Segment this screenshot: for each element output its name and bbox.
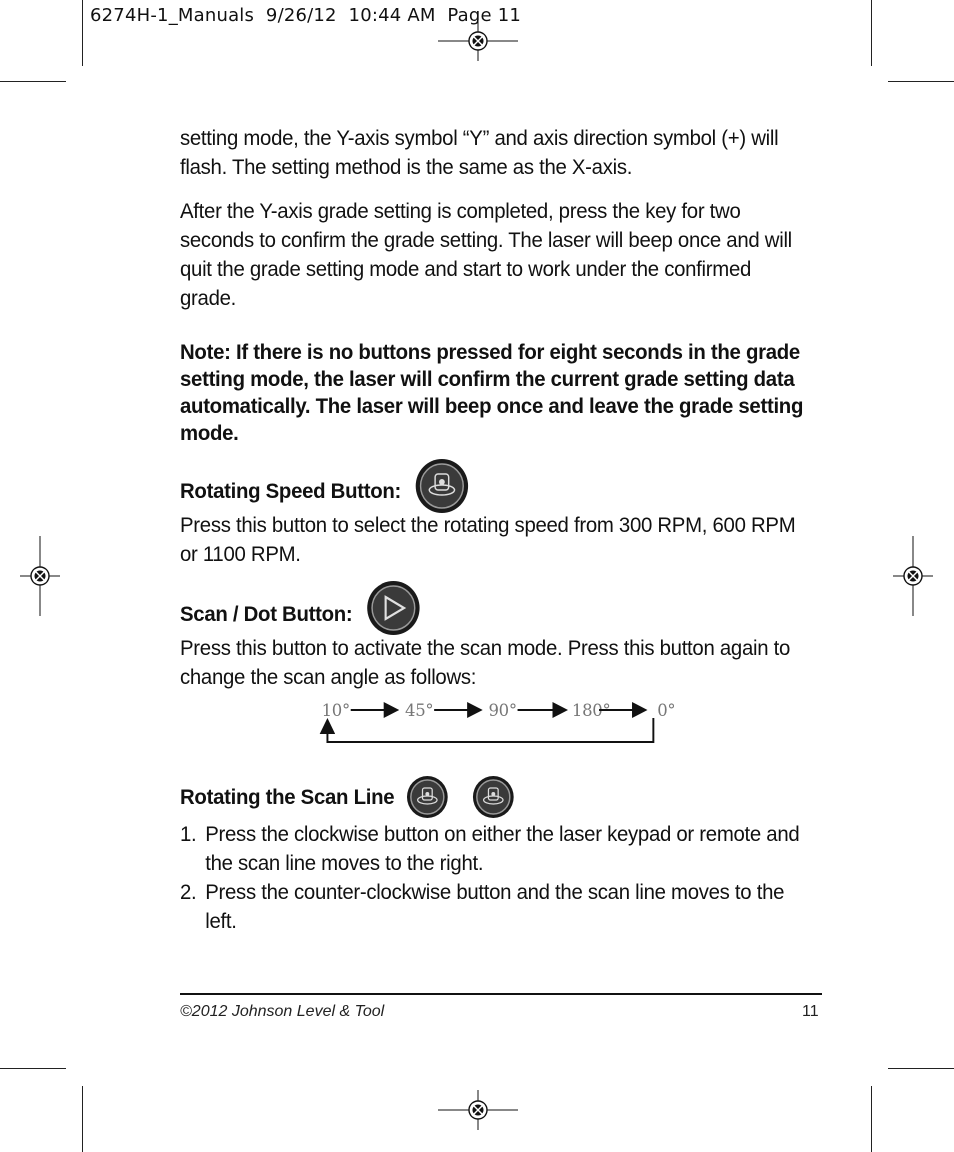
rotating-speed-button-icon — [415, 458, 469, 514]
section-heading — [180, 471, 806, 511]
print-slug: 6274H-1_Manuals 9/26/12 10:44 AM Page 11 — [90, 5, 522, 26]
list-item — [180, 878, 806, 936]
crop-mark — [871, 1086, 872, 1152]
scan-angle-diagram — [180, 696, 806, 764]
crop-mark — [888, 1068, 954, 1069]
page-content — [180, 124, 806, 953]
footer-rule — [180, 993, 822, 995]
list-number: 1. — [180, 823, 197, 846]
rotating-scan-line-heading: Rotating the Scan Line — [180, 785, 395, 809]
registration-mark-icon — [438, 1090, 518, 1130]
scan-dot-button-icon — [366, 580, 420, 636]
crop-mark — [871, 0, 872, 66]
scan-dot-text: Press this button to activate the scan mode. Press this button again to change the scan angle as follows: — [180, 637, 791, 689]
crop-mark — [82, 0, 83, 66]
body-paragraph: setting mode, the Y-axis symbol “Y” and axis direction symbol (+) will flash. The setting method is the same as the X-axis. — [180, 127, 779, 179]
crop-mark — [82, 1086, 83, 1152]
rotating-speed-heading: Rotating Speed Button: — [180, 479, 402, 503]
scan-dot-section — [180, 586, 806, 764]
body-paragraph: After the Y-axis grade setting is completed, press the key for two seconds to confirm the grade setting. The laser will beep once and will quit the grade setting mode and start to work under the confirmed grade. — [180, 200, 792, 310]
crop-mark — [0, 1068, 66, 1069]
scan-dot-heading: Scan / Dot Button: — [180, 602, 353, 626]
angle-label: 90° — [488, 699, 517, 721]
registration-mark-icon — [20, 536, 60, 616]
angle-label: 10° — [321, 699, 350, 721]
list-text: Press the counter-clockwise button and the scan line moves to the left. — [205, 881, 785, 933]
footer-copyright: ©2012 Johnson Level & Tool — [180, 1003, 385, 1020]
angle-label: 0° — [657, 699, 676, 721]
page-number: 11 — [802, 1003, 819, 1020]
rotating-speed-text: Press this button to select the rotating speed from 300 RPM, 600 RPM or 1100 RPM. — [180, 514, 796, 566]
section-heading — [180, 774, 806, 820]
angle-label: 45° — [405, 699, 434, 721]
counter-clockwise-button-icon — [472, 775, 515, 819]
rotating-scan-line-section — [180, 774, 806, 936]
registration-mark-icon — [438, 21, 518, 61]
clockwise-button-icon — [406, 775, 449, 819]
crop-mark — [0, 81, 66, 82]
angle-label: 180° — [571, 699, 611, 721]
list-item — [180, 820, 806, 878]
list-number: 2. — [180, 881, 197, 904]
note-paragraph: Note: If there is no buttons pressed for eight seconds in the grade setting mode, the laser will confirm the current grade setting data automatically. The laser will beep once and leave the grade setting mode. — [180, 341, 804, 445]
instruction-list — [180, 820, 806, 936]
list-text: Press the clockwise button on either the laser keypad or remote and the scan line moves to the right. — [205, 823, 800, 875]
registration-mark-icon — [893, 536, 933, 616]
rotating-speed-section — [180, 471, 806, 569]
crop-mark — [888, 81, 954, 82]
